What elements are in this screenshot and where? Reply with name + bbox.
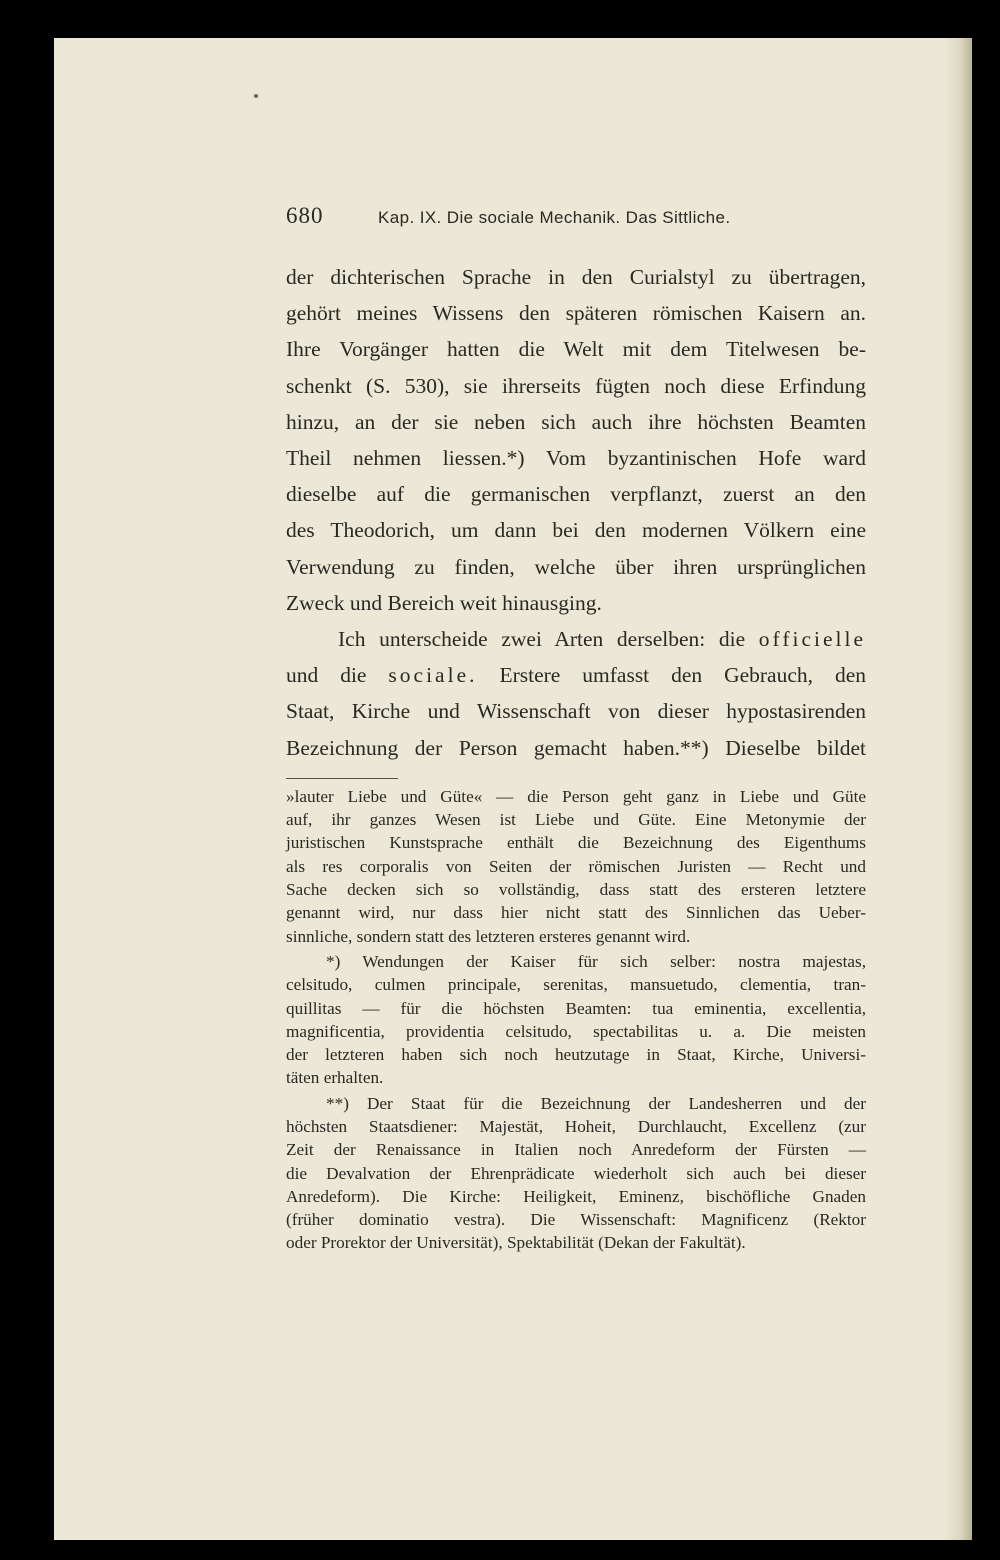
footnote-double-star [286,1092,866,1255]
text-line: Zweck und Bereich weit hinausging. [286,590,602,615]
page-spine-shadow [944,38,972,1540]
paragraph-2 [286,621,866,766]
footnote-line: auf, ihr ganzes Wesen ist Liebe und Güte. Eine Metonymie der [286,810,866,830]
text-line: hinzu, an der sie neben sich auch ihre höchsten Beamten [286,409,866,434]
footnote-line: genannt wird, nur dass hier nicht statt des Sinnlichen das Ueber- [286,903,866,923]
emphasized-word: sociale. [388,663,478,688]
page-content [286,203,866,1257]
running-head: Kap. IX. Die sociale Mechanik. Das Sittliche. [378,208,731,227]
paragraph-1 [286,259,866,621]
text-line [286,657,866,693]
text-segment: Ich unterscheide zwei Arten derselben: die [338,627,746,652]
footnote-continuation [286,785,866,948]
main-text [286,259,866,766]
paper-speck [254,94,258,98]
text-line: Bezeichnung der Person gemacht haben.**) Dieselbe bildet [286,735,866,760]
emphasized-word: officielle [758,627,866,652]
footnote-line: (früher dominatio vestra). Die Wissenschaft: Magnificenz (Rektor [286,1210,866,1230]
text-line: gehört meines Wissens den späteren römischen Kaisern an. [286,301,866,326]
text-line: des Theodorich, um dann bei den modernen Völkern eine [286,518,866,543]
footnote-star [286,950,866,1090]
footnote-line: magnificentia, providentia celsitudo, spectabilitas u. a. Die meisten [286,1021,866,1041]
footnotes [286,785,866,1255]
footnote-line: juristischen Kunstsprache enthält die Bezeichnung des Eigenthums [286,833,866,853]
page-header [286,203,866,239]
footnote-line: **) Der Staat für die Bezeichnung der Landesherren und der [326,1093,866,1113]
footnote-line: »lauter Liebe und Güte« — die Person geht ganz in Liebe und Güte [286,786,866,806]
text-line: dieselbe auf die germanischen verpflanzt, zuerst an den [286,482,866,507]
footnote-line: celsitudo, culmen principale, serenitas, mansuetudo, clementia, tran- [286,975,866,995]
footnote-line: die Devalvation der Ehrenprädicate wiederholt sich auch bei dieser [286,1163,866,1183]
book-page [54,38,972,1540]
text-line: Ihre Vorgänger hatten die Welt mit dem Titelwesen be- [286,337,866,362]
text-segment: und die [286,663,367,688]
footnote-line: Anredeform). Die Kirche: Heiligkeit, Eminenz, bischöfliche Gnaden [286,1186,866,1206]
text-line [286,621,866,657]
text-line: Verwendung zu finden, welche über ihren ursprünglichen [286,554,866,579]
footnote-line: sinnliche, sondern statt des letzteren ersteres genannt wird. [286,926,691,946]
footnote-line: täten erhalten. [286,1068,384,1088]
text-segment: Erstere umfasst den Gebrauch, den [499,663,867,688]
page-number: 680 [286,203,324,228]
footnote-line: als res corporalis von Seiten der römischen Juristen — Recht und [286,856,866,876]
footnote-line: Zeit der Renaissance in Italien noch Anredeform der Fürsten — [286,1140,866,1160]
footnote-line: oder Prorektor der Universität), Spektabilität (Dekan der Fakultät). [286,1233,746,1253]
text-line: Theil nehmen liessen.*) Vom byzantinischen Hofe ward [286,446,866,471]
footnote-line: der letzteren haben sich noch heutzutage in Staat, Kirche, Universi- [286,1045,866,1065]
text-line: schenkt (S. 530), sie ihrerseits fügten noch diese Erfindung [286,373,866,398]
text-line: Staat, Kirche und Wissenschaft von dieser hypostasirenden [286,699,866,724]
footnote-line: *) Wendungen der Kaiser für sich selber: nostra majestas, [326,951,866,971]
footnote-line: höchsten Staatsdiener: Majestät, Hoheit, Durchlaucht, Excellenz (zur [286,1117,866,1136]
text-line: der dichterischen Sprache in den Curialstyl zu übertragen, [286,265,866,289]
footnote-line: quillitas — für die höchsten Beamten: tua eminentia, excellentia, [286,998,866,1018]
footnote-line: Sache decken sich so vollständig, dass statt des ersteren letztere [286,880,866,900]
footnote-divider [286,778,398,779]
